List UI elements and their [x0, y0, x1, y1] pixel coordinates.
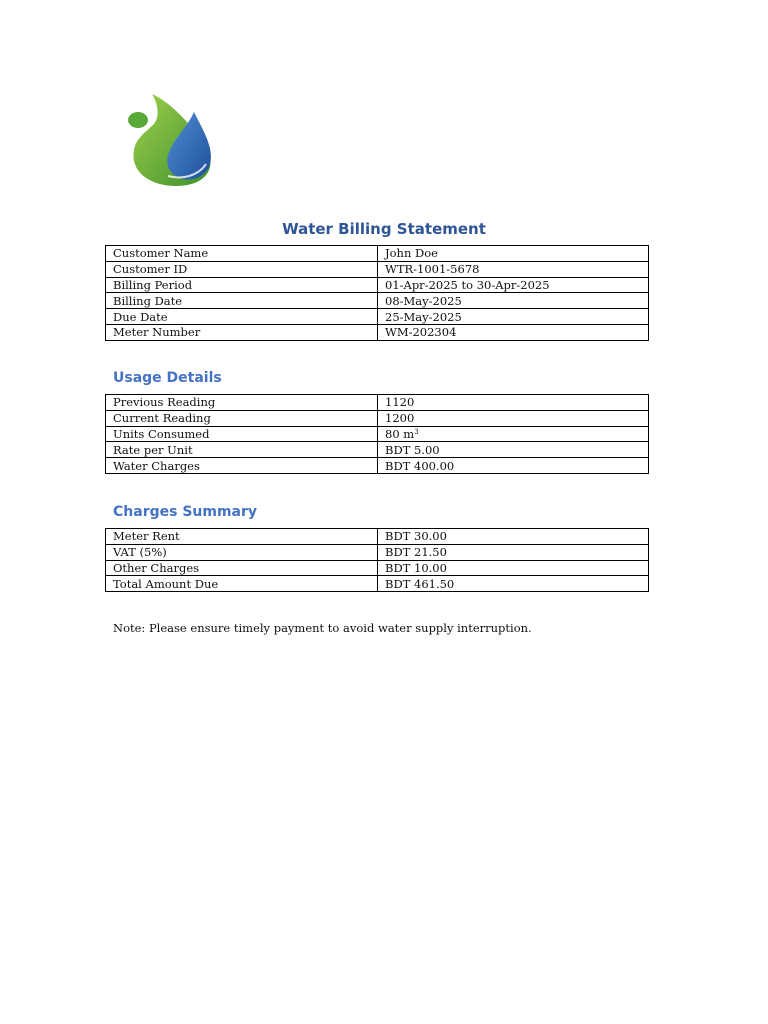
row-value-text: 25-May-2025: [385, 309, 462, 324]
row-value-text: 1200: [385, 411, 415, 426]
row-value-text: WM-202304: [385, 325, 457, 340]
water-drop-logo-icon: [124, 90, 216, 188]
table-row: [106, 529, 649, 545]
row-value-text: BDT 10.00: [385, 560, 447, 575]
row-value: [378, 410, 649, 426]
table-row: [106, 576, 649, 592]
table-row: [106, 410, 649, 426]
table-row: [106, 309, 649, 325]
table-row: [106, 395, 649, 411]
row-value-text: BDT 21.50: [385, 545, 447, 560]
row-value-text: John Doe: [385, 246, 438, 261]
row-value-text: 1120: [385, 395, 415, 410]
row-value: [378, 293, 649, 309]
row-value: [378, 309, 649, 325]
row-value: [378, 324, 649, 340]
table-row: [106, 277, 649, 293]
table-row: [106, 261, 649, 277]
row-value: [378, 277, 649, 293]
page-title: Water Billing Statement: [282, 220, 486, 238]
unit-superscript: 3: [414, 427, 419, 436]
row-value: [378, 426, 649, 442]
row-label: Other Charges: [106, 560, 378, 576]
row-value: [378, 442, 649, 458]
row-value: [378, 261, 649, 277]
usage-details-table: [105, 394, 649, 474]
row-label: Billing Period: [106, 277, 378, 293]
row-value-text: WTR-1001-5678: [385, 262, 480, 277]
table-row: [106, 560, 649, 576]
row-label: Units Consumed: [106, 426, 378, 442]
row-value: [378, 246, 649, 262]
row-value-text: 08-May-2025: [385, 293, 462, 308]
row-value: [378, 458, 649, 474]
row-value: [378, 576, 649, 592]
charges-summary-heading: Charges Summary: [113, 504, 258, 520]
row-label: Customer Name: [106, 246, 378, 262]
payment-note: Note: Please ensure timely payment to avoid water supply interruption.: [113, 621, 532, 635]
row-label: Customer ID: [106, 261, 378, 277]
row-value-text: 01-Apr-2025 to 30-Apr-2025: [385, 277, 550, 292]
charges-summary-table: [105, 528, 649, 592]
row-label: Billing Date: [106, 293, 378, 309]
row-label: Current Reading: [106, 410, 378, 426]
table-row: [106, 246, 649, 262]
row-value: [378, 529, 649, 545]
table-row: [106, 324, 649, 340]
row-label: Water Charges: [106, 458, 378, 474]
row-label: Total Amount Due: [106, 576, 378, 592]
table-row: [106, 442, 649, 458]
row-value-text: BDT 461.50: [385, 576, 455, 591]
row-label: Rate per Unit: [106, 442, 378, 458]
row-value-text: BDT 400.00: [385, 458, 455, 473]
table-row: [106, 293, 649, 309]
table-row: [106, 458, 649, 474]
row-value: [378, 544, 649, 560]
row-label: VAT (5%): [106, 544, 378, 560]
usage-details-heading: Usage Details: [113, 370, 222, 386]
table-row: [106, 544, 649, 560]
customer-info-table: [105, 245, 649, 341]
table-row: [106, 426, 649, 442]
row-value: [378, 395, 649, 411]
row-value: [378, 560, 649, 576]
row-value-text: BDT 30.00: [385, 529, 447, 544]
row-label: Previous Reading: [106, 395, 378, 411]
row-label: Meter Number: [106, 324, 378, 340]
row-label: Meter Rent: [106, 529, 378, 545]
row-value-text: BDT 5.00: [385, 442, 440, 457]
row-label: Due Date: [106, 309, 378, 325]
row-value-text: 80 m: [385, 426, 415, 441]
